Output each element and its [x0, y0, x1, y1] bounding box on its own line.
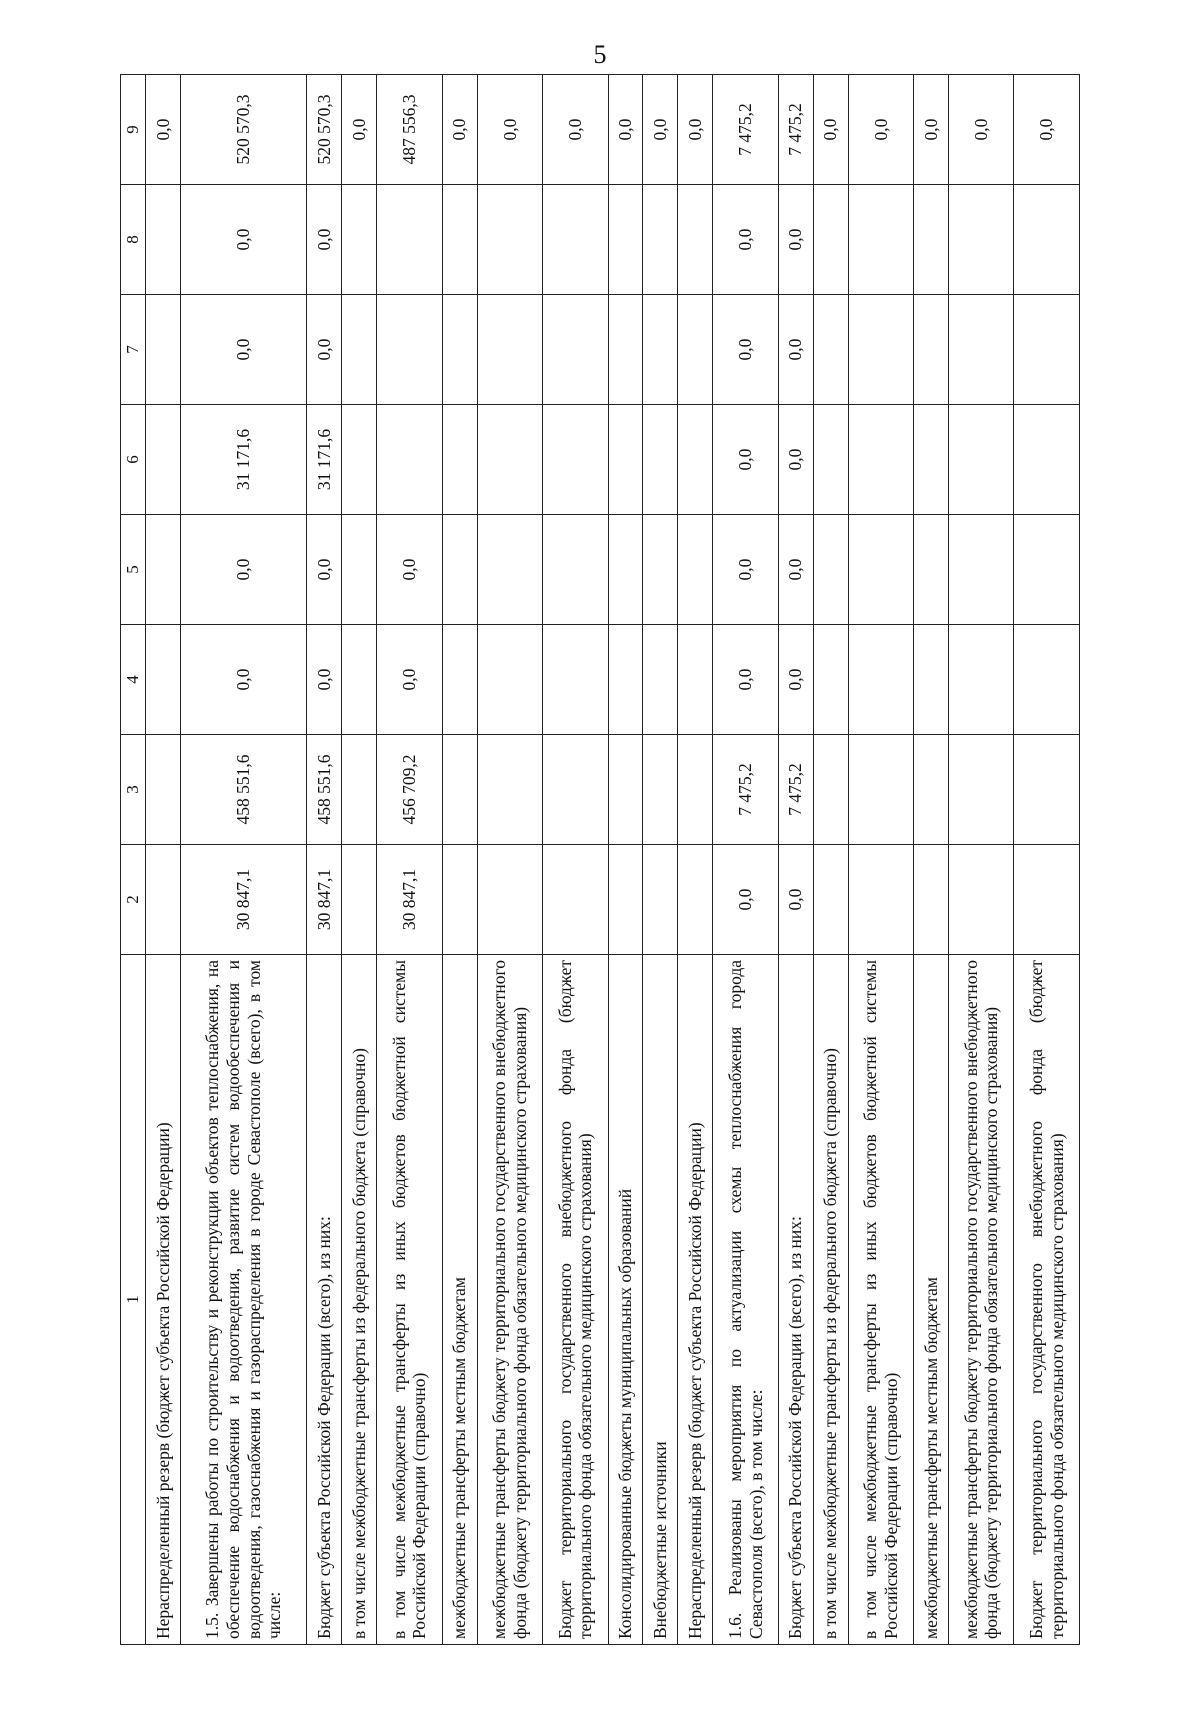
value-cell: [678, 514, 713, 624]
table-row: [342, 74, 377, 1644]
value-cell: 456 709,2: [377, 734, 442, 844]
value-cell: [477, 404, 542, 514]
value-cell: 0,0: [949, 74, 1014, 184]
value-cell: [477, 294, 542, 404]
value-cell: [543, 184, 608, 294]
value-cell: [1014, 624, 1080, 734]
value-cell: [813, 294, 848, 404]
column-header: 9: [121, 74, 146, 184]
value-cell: [1014, 294, 1080, 404]
value-cell: [914, 294, 949, 404]
value-cell: 0,0: [307, 184, 342, 294]
value-cell: [813, 404, 848, 514]
value-cell: [949, 514, 1014, 624]
row-label: в том числе межбюджетные трансферты из иных бюджетов бюджетной системы Российской Федерации (справочно): [848, 954, 913, 1644]
table-row: [442, 74, 477, 1644]
table-row: [180, 74, 306, 1644]
value-cell: [146, 844, 181, 954]
value-cell: 0,0: [778, 184, 813, 294]
value-cell: [442, 624, 477, 734]
value-cell: 0,0: [307, 294, 342, 404]
value-cell: 520 570,3: [180, 74, 306, 184]
value-cell: 0,0: [180, 294, 306, 404]
value-cell: [608, 624, 643, 734]
value-cell: [914, 184, 949, 294]
table-body: [146, 74, 1080, 1644]
value-cell: [813, 844, 848, 954]
value-cell: 7 475,2: [713, 74, 778, 184]
column-header: 4: [121, 624, 146, 734]
value-cell: 31 171,6: [180, 404, 306, 514]
column-header: 1: [121, 954, 146, 1644]
row-label: Бюджет субъекта Российской Федерации (всего), из них:: [778, 954, 813, 1644]
value-cell: 0,0: [608, 74, 643, 184]
value-cell: [146, 734, 181, 844]
value-cell: [678, 404, 713, 514]
value-cell: 520 570,3: [307, 74, 342, 184]
value-cell: [477, 734, 542, 844]
column-header: 6: [121, 404, 146, 514]
table-row: [848, 74, 913, 1644]
header-row: [121, 74, 146, 1644]
value-cell: [848, 844, 913, 954]
value-cell: [643, 294, 678, 404]
value-cell: 0,0: [180, 184, 306, 294]
value-cell: [678, 624, 713, 734]
column-header: 8: [121, 184, 146, 294]
value-cell: [146, 184, 181, 294]
value-cell: 0,0: [307, 514, 342, 624]
value-cell: [678, 294, 713, 404]
row-label: Бюджет субъекта Российской Федерации (всего), из них:: [307, 954, 342, 1644]
table-row: [377, 74, 442, 1644]
value-cell: [477, 624, 542, 734]
value-cell: [543, 624, 608, 734]
value-cell: 0,0: [342, 74, 377, 184]
table-row: [477, 74, 542, 1644]
value-cell: [949, 734, 1014, 844]
value-cell: [813, 514, 848, 624]
value-cell: [1014, 734, 1080, 844]
value-cell: 0,0: [442, 74, 477, 184]
row-label: межбюджетные трансферты местным бюджетам: [442, 954, 477, 1644]
value-cell: [543, 294, 608, 404]
value-cell: 0,0: [713, 184, 778, 294]
value-cell: [543, 514, 608, 624]
value-cell: [543, 404, 608, 514]
value-cell: [377, 404, 442, 514]
value-cell: 0,0: [180, 624, 306, 734]
value-cell: [442, 404, 477, 514]
value-cell: 0,0: [146, 74, 181, 184]
value-cell: [813, 624, 848, 734]
value-cell: [643, 514, 678, 624]
value-cell: [848, 624, 913, 734]
table-row: [643, 74, 678, 1644]
value-cell: 0,0: [914, 74, 949, 184]
value-cell: [608, 734, 643, 844]
value-cell: [477, 184, 542, 294]
row-label: Бюджет территориального государственного внебюджетного фонда (бюджет территориального фонда обязательного медицинского страхования): [1014, 954, 1080, 1644]
row-label: Бюджет территориального государственного внебюджетного фонда (бюджет территориального фонда обязательного медицинского страхования): [543, 954, 608, 1644]
value-cell: [442, 734, 477, 844]
value-cell: 0,0: [307, 624, 342, 734]
table-row: [146, 74, 181, 1644]
value-cell: [949, 184, 1014, 294]
value-cell: 0,0: [477, 74, 542, 184]
row-label: Нераспределенный резерв (бюджет субъекта Российской Федерации): [678, 954, 713, 1644]
value-cell: [813, 184, 848, 294]
row-label: Нераспределенный резерв (бюджет субъекта Российской Федерации): [146, 954, 181, 1644]
value-cell: [342, 734, 377, 844]
value-cell: [949, 294, 1014, 404]
value-cell: [543, 734, 608, 844]
value-cell: 7 475,2: [778, 74, 813, 184]
column-header: 5: [121, 514, 146, 624]
value-cell: [914, 734, 949, 844]
table-row: [949, 74, 1014, 1644]
table-row: [608, 74, 643, 1644]
value-cell: 30 847,1: [307, 844, 342, 954]
row-label: в том числе межбюджетные трансферты из иных бюджетов бюджетной системы Российской Федерации (справочно): [377, 954, 442, 1644]
value-cell: [608, 404, 643, 514]
value-cell: [848, 404, 913, 514]
row-label: 1.6. Реализованы мероприятия по актуализации схемы теплоснабжения города Севастополя (всего), в том числе:: [713, 954, 778, 1644]
value-cell: [342, 294, 377, 404]
value-cell: [442, 184, 477, 294]
value-cell: 0,0: [543, 74, 608, 184]
value-cell: [643, 624, 678, 734]
value-cell: [1014, 184, 1080, 294]
value-cell: 0,0: [377, 514, 442, 624]
row-label: в том числе межбюджетные трансферты из федерального бюджета (справочно): [813, 954, 848, 1644]
value-cell: 0,0: [643, 74, 678, 184]
value-cell: [342, 404, 377, 514]
value-cell: 0,0: [713, 404, 778, 514]
row-label: межбюджетные трансферты бюджету территориального государственного внебюджетного фонда (бюджету территориального фонда обязательного медицинского страхования): [949, 954, 1014, 1644]
value-cell: [342, 844, 377, 954]
value-cell: [643, 184, 678, 294]
column-header: 2: [121, 844, 146, 954]
value-cell: 0,0: [848, 74, 913, 184]
value-cell: [1014, 404, 1080, 514]
row-label: в том числе межбюджетные трансферты из федерального бюджета (справочно): [342, 954, 377, 1644]
row-label: межбюджетные трансферты местным бюджетам: [914, 954, 949, 1644]
value-cell: [848, 294, 913, 404]
table-row: [543, 74, 608, 1644]
value-cell: 458 551,6: [180, 734, 306, 844]
value-cell: 487 556,3: [377, 74, 442, 184]
value-cell: 0,0: [778, 294, 813, 404]
value-cell: [146, 624, 181, 734]
value-cell: [342, 624, 377, 734]
value-cell: [813, 734, 848, 844]
budget-table: [120, 74, 1080, 1645]
value-cell: [442, 294, 477, 404]
value-cell: [643, 734, 678, 844]
value-cell: [949, 844, 1014, 954]
row-label: межбюджетные трансферты бюджету территориального государственного внебюджетного фонда (бюджету территориального фонда обязательного медицинского страхования): [477, 954, 542, 1644]
value-cell: [608, 844, 643, 954]
value-cell: [146, 294, 181, 404]
value-cell: 0,0: [678, 74, 713, 184]
value-cell: 30 847,1: [180, 844, 306, 954]
value-cell: [377, 184, 442, 294]
value-cell: 0,0: [377, 624, 442, 734]
value-cell: [608, 514, 643, 624]
value-cell: [608, 294, 643, 404]
table-row: [813, 74, 848, 1644]
value-cell: [146, 514, 181, 624]
table-row: [914, 74, 949, 1644]
value-cell: 31 171,6: [307, 404, 342, 514]
value-cell: [477, 844, 542, 954]
value-cell: 0,0: [713, 844, 778, 954]
row-label: Внебюджетные источники: [643, 954, 678, 1644]
value-cell: [342, 514, 377, 624]
row-label: 1.5. Завершены работы по строительству и реконструкции объектов теплоснабжения, на обеспечение водоснабжения и водоотведения, развитие систем водообеспечения и водоотведения, газоснабжения и газораспределения в городе Севастополе (всего), в том числе:: [180, 954, 306, 1644]
table-row: [307, 74, 342, 1644]
value-cell: [914, 514, 949, 624]
value-cell: [848, 734, 913, 844]
value-cell: [477, 514, 542, 624]
value-cell: [543, 844, 608, 954]
value-cell: [643, 404, 678, 514]
table-row: [1014, 74, 1080, 1644]
value-cell: [678, 184, 713, 294]
value-cell: 0,0: [1014, 74, 1080, 184]
value-cell: [914, 624, 949, 734]
table-row: [713, 74, 778, 1644]
value-cell: 0,0: [778, 514, 813, 624]
value-cell: [949, 404, 1014, 514]
value-cell: [643, 844, 678, 954]
value-cell: 7 475,2: [778, 734, 813, 844]
value-cell: [442, 844, 477, 954]
value-cell: 0,0: [813, 74, 848, 184]
value-cell: [914, 404, 949, 514]
value-cell: 0,0: [713, 514, 778, 624]
value-cell: [608, 184, 643, 294]
value-cell: [848, 184, 913, 294]
value-cell: [1014, 844, 1080, 954]
value-cell: 0,0: [713, 294, 778, 404]
value-cell: [678, 734, 713, 844]
value-cell: 0,0: [778, 624, 813, 734]
column-header: 3: [121, 734, 146, 844]
value-cell: [949, 624, 1014, 734]
value-cell: [377, 294, 442, 404]
page-number: 5: [593, 40, 607, 69]
table-row: [678, 74, 713, 1644]
value-cell: [914, 844, 949, 954]
value-cell: [678, 844, 713, 954]
row-label: Консолидированные бюджеты муниципальных образований: [608, 954, 643, 1644]
value-cell: [1014, 514, 1080, 624]
value-cell: 7 475,2: [713, 734, 778, 844]
column-header: 7: [121, 294, 146, 404]
value-cell: [848, 514, 913, 624]
table-row: [778, 74, 813, 1644]
value-cell: 0,0: [180, 514, 306, 624]
value-cell: 30 847,1: [377, 844, 442, 954]
value-cell: 0,0: [778, 404, 813, 514]
value-cell: 458 551,6: [307, 734, 342, 844]
rotated-table-container: [120, 75, 1080, 1645]
value-cell: [146, 404, 181, 514]
value-cell: [342, 184, 377, 294]
value-cell: 0,0: [778, 844, 813, 954]
value-cell: [442, 514, 477, 624]
value-cell: 0,0: [713, 624, 778, 734]
